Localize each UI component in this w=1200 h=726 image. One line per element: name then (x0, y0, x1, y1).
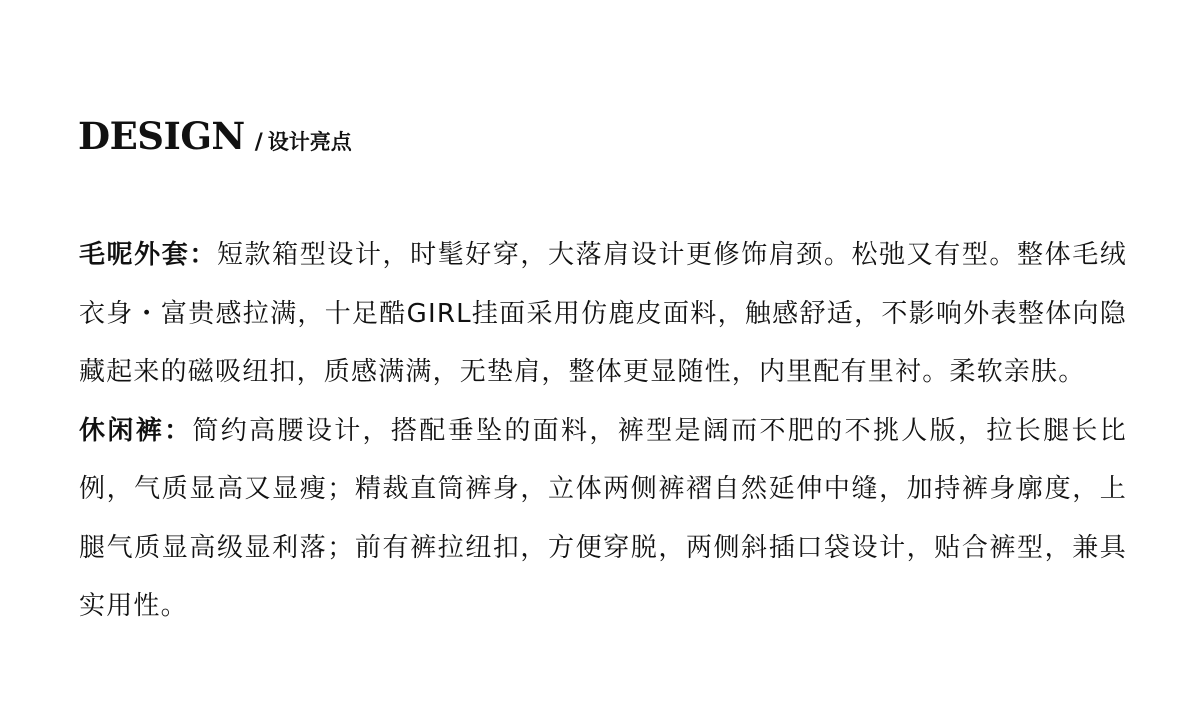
heading-title-cn: 设计亮点 (267, 130, 352, 154)
coat-description: 短款箱型设计，时髦好穿，大落肩设计更修饰肩颈。松弛又有型。整体毛绒衣身・富贵感拉满，十足酷GIRL挂面采用仿鹿皮面料，触感舒适，不影响外表整体向隐藏起来的磁吸纽扣，质感满满，无垫肩，整体更显随性，内里配有里衬。柔软亲肤。 (79, 240, 1127, 387)
pants-description: 简约高腰设计，搭配垂坠的面料，裤型是阔而不肥的不挑人版，拉长腿长比例，气质显高又显瘦；精裁直筒裤身，立体两侧裤褶自然延伸中缝，加持裤身廓度，上腿气质显高级显利落；前有裤拉纽扣，方便穿脱，两侧斜插口袋设计，贴合裤型，兼具实用性。 (79, 415, 1127, 621)
pants-section (79, 402, 1127, 636)
heading-title-en: DESIGN (78, 114, 245, 158)
design-heading (78, 114, 352, 158)
coat-section (79, 226, 1127, 402)
pants-label: 休闲裤： (79, 415, 193, 446)
design-description (79, 226, 1127, 636)
coat-label: 毛呢外套： (79, 240, 217, 270)
heading-separator: / (254, 130, 263, 155)
